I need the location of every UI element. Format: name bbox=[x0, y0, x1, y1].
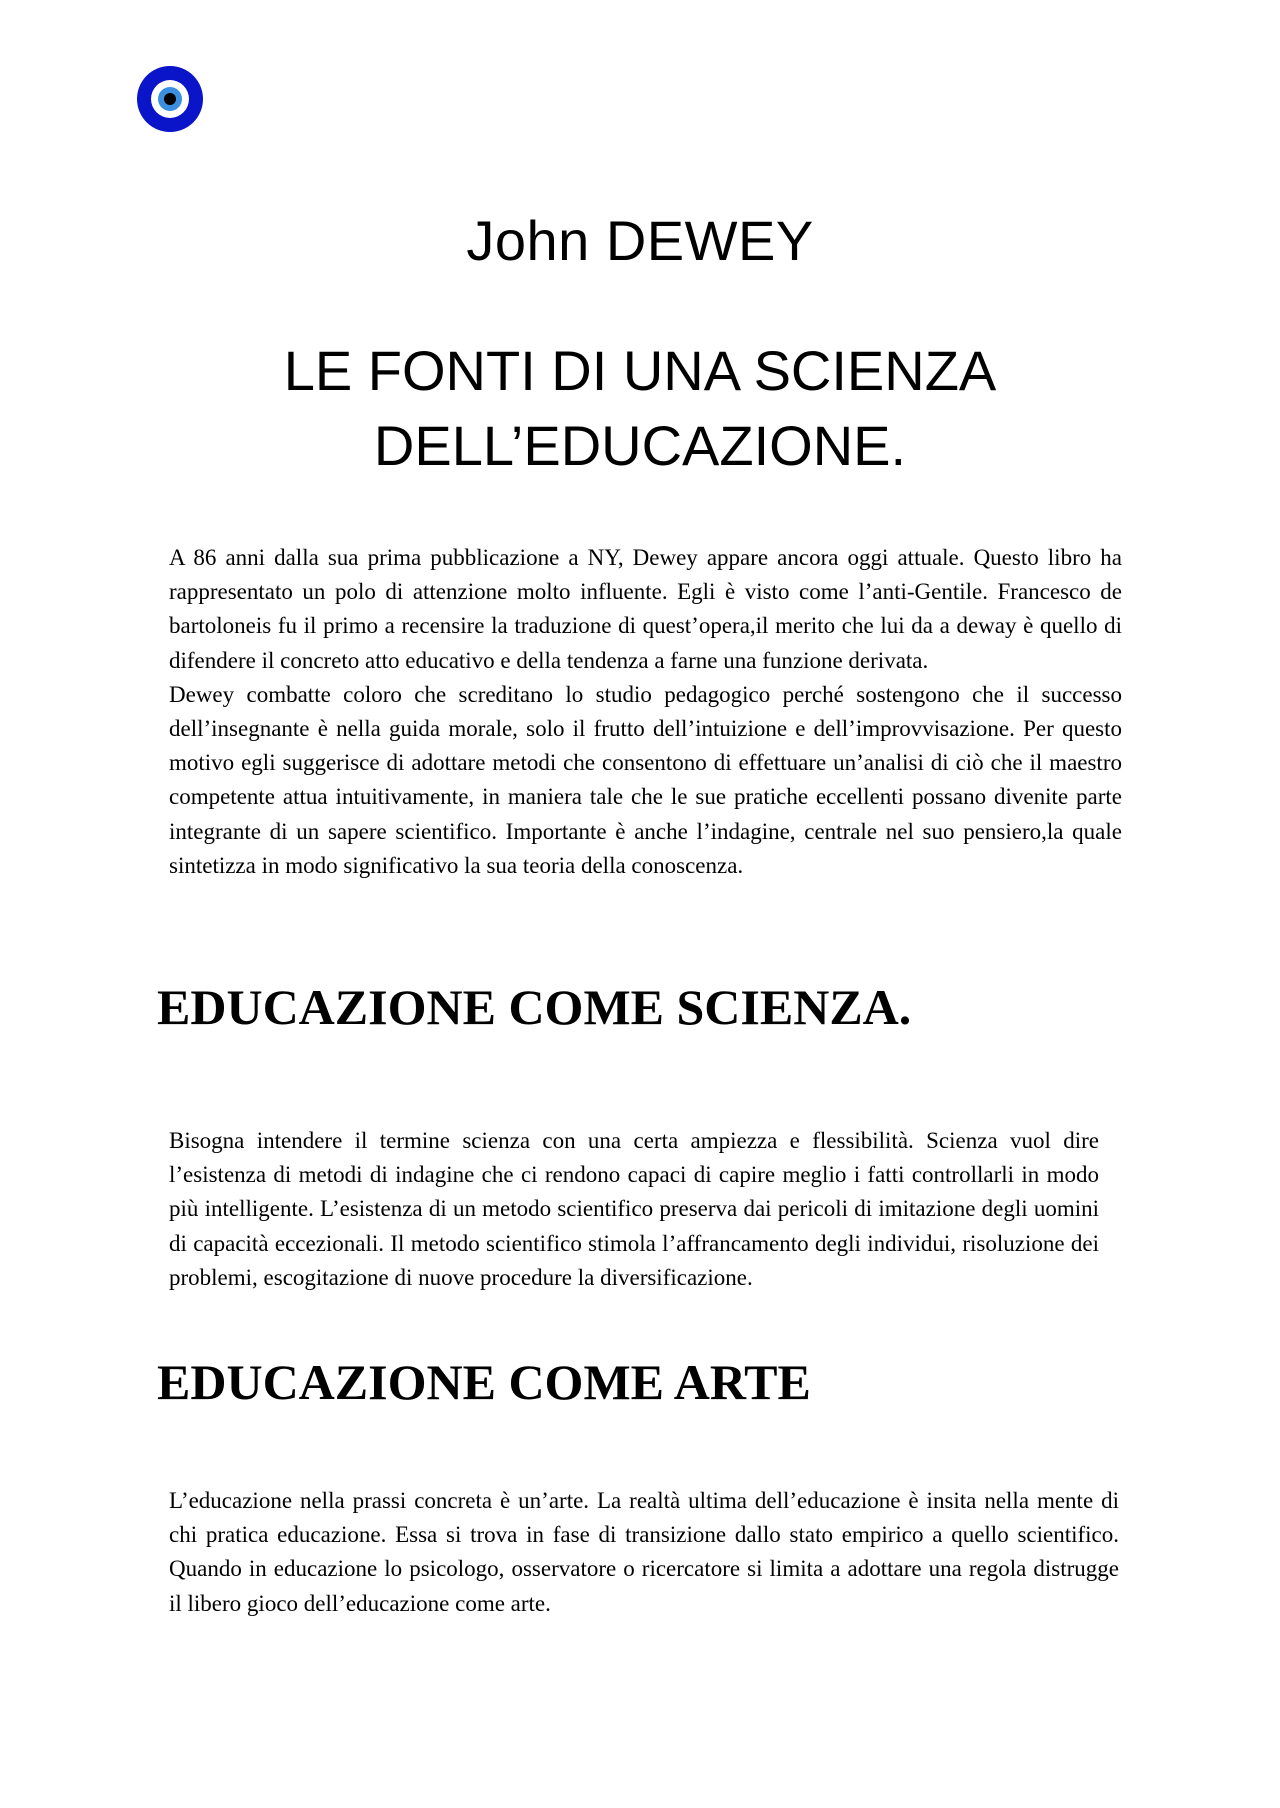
evil-eye-svg bbox=[136, 65, 204, 133]
author-title: John DEWEY bbox=[466, 209, 814, 272]
section-text-arte bbox=[169, 1484, 1119, 1621]
section-heading-arte: EDUCAZIONE COME ARTE bbox=[157, 1354, 811, 1410]
intro-paragraph-1: A 86 anni dalla sua prima pubblicazione a NY, Dewey appare ancora oggi attuale. Questo libro ha rappresentato un polo di attenzione molto influente. Egli è visto come l’anti-Gentile. Francesco de bartoloneis fu il primo a recensire la traduzione di quest’opera,il merito che lui da a deway è quello di difendere il concreto atto educativo e della tendenza a farne una funzione derivata. bbox=[169, 545, 1122, 673]
book-title-line-2: DELL’EDUCAZIONE. bbox=[373, 414, 907, 477]
section-text-scienza bbox=[169, 1124, 1099, 1295]
section-paragraph: Bisogna intendere il termine scienza con una certa ampiezza e flessibilità. Scienza vuol dire l’esistenza di metodi di indagine che ci rendono capaci di capire meglio i fatti controllarli in modo più intelligente. L’esistenza di un metodo scientifico preserva dai pericoli di imitazione degli uomini di capacità eccezionali. Il metodo scientifico stimola l’affrancamento degli individui, risoluzione dei problemi, escogitazione di nuove procedure la diversificazione. bbox=[169, 1128, 1099, 1290]
section-paragraph: L’educazione nella prassi concreta è un’arte. La realtà ultima dell’educazione è insita nella mente di chi pratica educazione. Essa si trova in fase di transizione dallo stato empirico a quello scientifico. Quando in educazione lo psicologo, osservatore o ricercatore si limita a adottare una regola distrugge il libero gioco dell’educazione come arte. bbox=[169, 1488, 1119, 1616]
intro-paragraph-2: Dewey combatte coloro che screditano lo studio pedagogico perché sostengono che il successo dell’insegnante è nella guida morale, solo il frutto dell’intuizione e dell’improvvisazione. Per questo motivo egli suggerisce di adottare metodi che consentono di effettuare un’analisi di ciò che il maestro competente attua intuitivamente, in maniera tale che le sue pratiche eccellenti possano divenite parte integrante di un sapere scientifico. Importante è anche l’indagine, centrale nel suo pensiero,la quale sintetizza in modo significativo la sua teoria della conoscenza. bbox=[169, 681, 1122, 878]
eye-pupil bbox=[164, 93, 176, 105]
book-title bbox=[0, 333, 1280, 483]
section-heading-scienza: EDUCAZIONE COME SCIENZA. bbox=[157, 979, 912, 1035]
intro-text bbox=[169, 541, 1122, 883]
book-title-line-1: LE FONTI DI UNA SCIENZA bbox=[283, 339, 997, 402]
evil-eye-icon bbox=[136, 65, 204, 133]
